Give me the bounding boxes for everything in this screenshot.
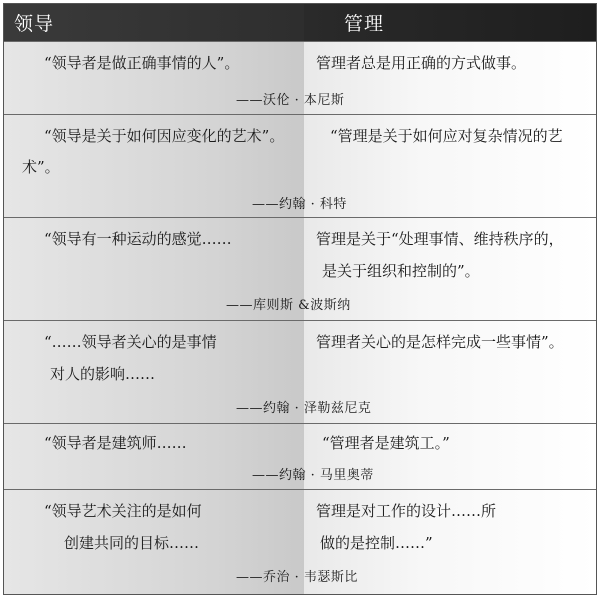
attribution: ——乔治 · 韦瑟斯比	[236, 570, 358, 585]
attribution: ——约翰 · 科特	[252, 197, 347, 212]
management-quote-line: 管理者关心的是怎样完成一些事情”。	[316, 333, 564, 351]
table-row	[4, 114, 596, 218]
leadership-quote-line: 创建共同的目标……	[64, 534, 200, 552]
table-row	[4, 423, 596, 490]
table-row	[4, 41, 596, 115]
management-quote-line: 管理是对工作的设计……所	[316, 502, 497, 520]
management-quote-line: “管理者是建筑工。”	[322, 434, 450, 452]
attribution: ——库则斯 &波斯纳	[226, 298, 351, 313]
leadership-management-table	[3, 3, 597, 595]
management-quote-line: “管理是关于如何应对复杂情况的艺	[330, 127, 563, 145]
leadership-quote-line: “……领导者关心的是事情	[44, 333, 217, 351]
attribution: ——沃伦 · 本尼斯	[236, 93, 345, 108]
management-quote-line: 是关于组织和控制的”。	[322, 262, 480, 280]
header-leadership: 领导	[4, 4, 304, 41]
table-row	[4, 320, 596, 424]
table-header	[4, 4, 596, 41]
leadership-quote-line: “领导者是做正确事情的人”。	[44, 54, 240, 72]
management-quote-line: 管理者总是用正确的方式做事。	[316, 54, 527, 72]
table-row	[4, 489, 596, 595]
leadership-quote-line: “领导是关于如何因应变化的艺术”。	[44, 127, 285, 145]
leadership-quote-line: 术”。	[22, 158, 60, 176]
table-row	[4, 217, 596, 321]
leadership-quote-line: 对人的影响……	[50, 365, 156, 383]
attribution: ——约翰 · 马里奥蒂	[252, 468, 374, 483]
attribution: ——约翰 · 泽勒兹尼克	[236, 401, 372, 416]
header-management: 管理	[304, 4, 596, 41]
management-quote-line: 管理是关于“处理事情、维持秩序的，	[316, 230, 564, 248]
leadership-quote-line: “领导有一种运动的感觉……	[44, 230, 232, 248]
management-quote-line: 做的是控制……”	[320, 534, 433, 552]
leadership-quote-line: “领导艺术关注的是如何	[44, 502, 202, 520]
leadership-quote-line: “领导者是建筑师……	[44, 434, 187, 452]
